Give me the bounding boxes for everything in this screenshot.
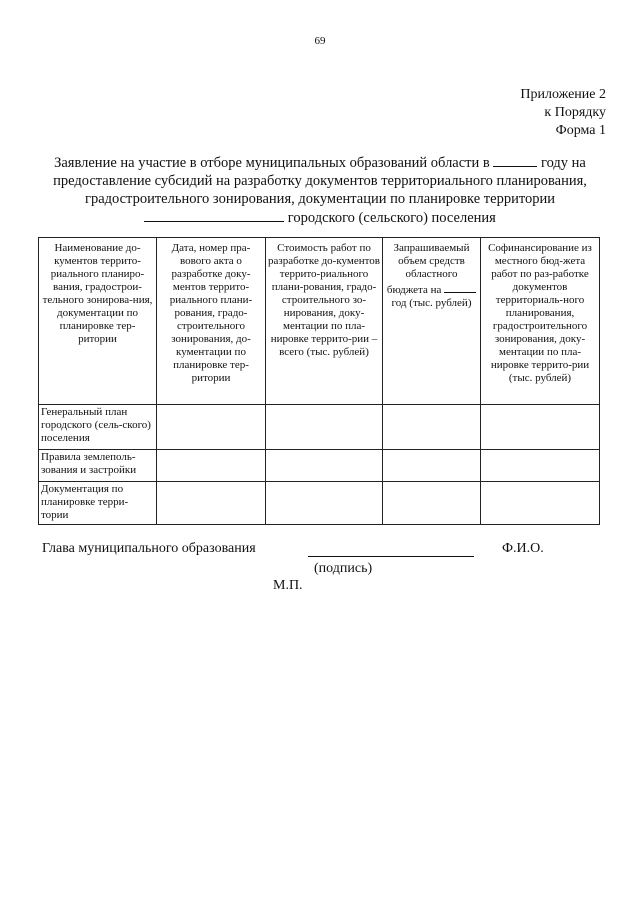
table-cell[interactable] [266, 405, 383, 450]
table-row [39, 482, 600, 525]
table-cell[interactable] [383, 405, 481, 450]
row-label-general-plan: Генеральный план городского (сель-ского) поселения [39, 405, 157, 450]
row-label-land-use-rules: Правила землеполь-зования и застройки [39, 450, 157, 482]
table-cell[interactable] [481, 482, 600, 525]
table-cell[interactable] [266, 482, 383, 525]
attachment-reference [520, 86, 606, 140]
full-name-label: Ф.И.О. [502, 541, 544, 556]
title-part-3: городского (сельского) поселения [287, 210, 496, 226]
attachment-line: Приложение 2 [520, 87, 606, 102]
signature-block [42, 541, 602, 601]
head-label: Глава муниципального образования [42, 541, 256, 556]
table-cell[interactable] [157, 405, 266, 450]
document-title [30, 153, 610, 227]
application-table [38, 237, 600, 525]
title-part-2: году на предоставление субсидий на разработку документов территориального планирования, градостроительного зонирования, документации по планировке территории [53, 155, 587, 207]
table-cell[interactable] [383, 450, 481, 482]
table-row [39, 450, 600, 482]
header-cofinancing: Софинансирование из местного бюд-жета работ по раз-работке документов территориаль-ного планирования, градостроительного зонирования, доку-ментации по пла-нировке террито-рии (тыс. рублей) [481, 238, 600, 405]
header-document-name: Наименование до-кументов террито-риального планиро-вания, градострои-тельного зонирова-ния, документации по планировке тер-ритории [39, 238, 157, 405]
title-part-1: Заявление на участие в отборе муниципальных образований области в [54, 155, 490, 171]
table-row [39, 405, 600, 450]
table-cell[interactable] [157, 482, 266, 525]
table-cell[interactable] [157, 450, 266, 482]
header-requested-funds [383, 238, 481, 405]
header-requested-funds-text: Запрашиваемый объем средств областного бюджета на [386, 242, 470, 296]
header-requested-funds-tail: год (тыс. рублей) [391, 297, 472, 309]
table-cell[interactable] [383, 482, 481, 525]
table-header-row [39, 238, 600, 405]
header-total-cost: Стоимость работ по разработке до-кументов террито-риального плани-рования, градо-строительного зо-нирования, доку-ментации по пла-нировке террито-рии – всего (тыс. рублей) [266, 238, 383, 405]
table-cell[interactable] [266, 450, 383, 482]
header-legal-act: Дата, номер пра-вового акта о разработке доку-ментов террито-риального плани-рования, градо-строительного зонирования, до-кументации по планировке тер-ритории [157, 238, 266, 405]
header-year-blank [444, 281, 476, 293]
page-number: 69 [314, 35, 326, 47]
order-reference-line: к Порядку [544, 105, 606, 120]
signature-caption: (подпись) [314, 561, 373, 576]
table-cell[interactable] [481, 405, 600, 450]
signature-line[interactable] [308, 556, 474, 557]
form-number-line: Форма 1 [555, 123, 606, 138]
settlement-blank-line [144, 208, 284, 222]
row-label-planning-documentation: Документация по планировке терри-тории [39, 482, 157, 525]
table-cell[interactable] [481, 450, 600, 482]
year-blank-line [493, 153, 537, 167]
stamp-label: М.П. [273, 578, 303, 593]
